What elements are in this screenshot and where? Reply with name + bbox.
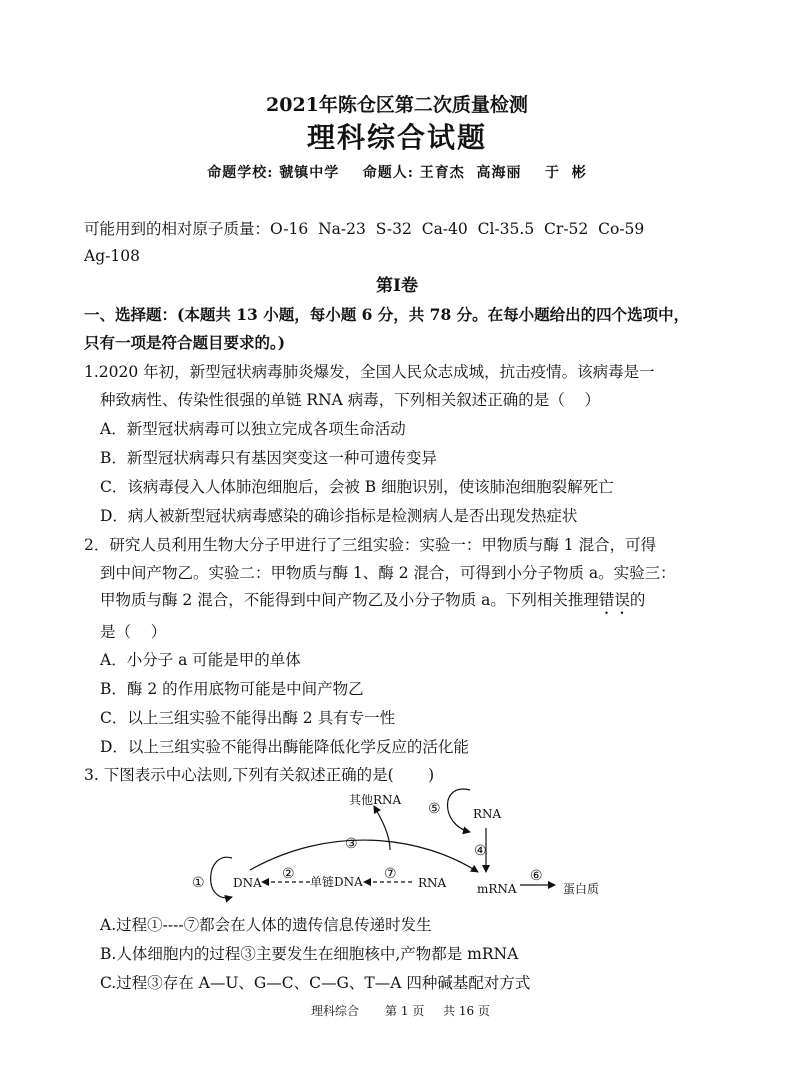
q2-stem-line-3-a: 甲物质与酶 2 混合，不能得到中间产物乙及小分子物质 a。下列相关推理 <box>100 591 599 609</box>
step-2-label: ② <box>282 866 295 882</box>
q2-stem-line-3-c: 的 <box>629 591 646 609</box>
section-line-1: 一、选择题：(本题共 13 小题，每小题 6 分，共 78 分。在每小题给出的四个选项中， <box>84 305 690 324</box>
step-5-label: ⑤ <box>428 801 441 817</box>
q2-option-c: C．以上三组实验不能得出酶 2 具有专一性 <box>100 709 396 727</box>
rna-top-label: RNA <box>473 807 502 821</box>
q2-option-a: A．小分子 a 可能是甲的单体 <box>100 651 301 669</box>
step-6-label: ⑥ <box>530 868 543 884</box>
atomic-mass-line-1: 可能用到的相对原子质量：O-16 Na-23 S-32 Ca-40 Cl-35.5 Cr-52 Co-59 <box>84 220 645 238</box>
q2-option-d: D．以上三组实验不能得出酶能降低化学反应的活化能 <box>100 738 469 756</box>
footer-total: 共 16 页 <box>443 1004 490 1018</box>
branch-other-rna-arrow <box>374 806 390 850</box>
q1-option-c: C．该病毒侵入人体肺泡细胞后，会被 B 细胞识别，使该肺泡细胞裂解死亡 <box>100 478 614 496</box>
authors-line: 命题学校: 虢镇中学 命题人: 王育杰 高海丽 于 彬 <box>207 165 587 181</box>
q1-option-d: D．病人被新型冠状病毒感染的确诊指标是检测病人是否出现发热症状 <box>100 507 578 525</box>
step-3-label: ③ <box>345 836 358 852</box>
q2-stem-line-4: 是（ ） <box>100 623 167 641</box>
other-rna-label: 其他RNA <box>349 793 402 807</box>
q2-emphasis-word: 错误 <box>598 591 630 609</box>
volume-title: 第Ⅰ卷 <box>376 276 418 296</box>
q2-stem-line-2: 到中间产物乙。实验二：甲物质与酶 1、酶 2 混合，可得到小分子物质 a。实验三： <box>100 564 676 582</box>
dna-label: DNA <box>233 876 262 890</box>
subject-title: 理科综合试题 <box>306 121 487 154</box>
protein-label: 蛋白质 <box>563 882 600 896</box>
atomic-mass-line-2: Ag-108 <box>84 247 140 265</box>
footer-page: 第 1 页 <box>385 1004 425 1018</box>
q1-option-b: B．新型冠状病毒只有基因突变这一种可遗传变异 <box>100 449 437 467</box>
step-4-label: ④ <box>474 843 487 859</box>
q3-option-a: A.过程①----⑦都会在人体的遗传信息传递时发生 <box>100 916 432 934</box>
mrna-label: mRNA <box>477 882 517 896</box>
q3-option-b: B.人体细胞内的过程③主要发生在细胞核中,产物都是 mRNA <box>100 945 519 963</box>
section-line-2: 只有一项是符合题目要求的。) <box>84 333 286 352</box>
loop-5-arrow <box>448 789 471 832</box>
q2-option-b: B．酶 2 的作用底物可能是中间产物乙 <box>100 680 364 698</box>
q1-stem-line-2: 种致病性、传染性很强的单链 RNA 病毒，下列相关叙述正确的是（ ） <box>100 391 600 409</box>
step-7-label: ⑦ <box>384 866 397 882</box>
step-1-label: ① <box>192 875 205 891</box>
rna-mid-label: RNA <box>418 876 447 890</box>
ss-dna-label: 单链DNA <box>310 875 363 889</box>
q2-stem-line-1: 2．研究人员利用生物大分子甲进行了三组实验：实验一：甲物质与酶 1 混合，可得 <box>84 536 657 554</box>
footer-subject: 理科综合 <box>311 1004 360 1018</box>
exam-title: 2021年陈仓区第二次质量检测 <box>266 94 528 116</box>
q1-stem-line-1: 1.2020 年初，新型冠状病毒肺炎爆发，全国人民众志成城，抗击疫情。该病毒是一 <box>84 363 655 381</box>
q3-stem: 3. 下图表示中心法则,下列有关叙述正确的是( ) <box>84 766 435 784</box>
q1-option-a: A．新型冠状病毒可以独立完成各项生命活动 <box>100 420 406 438</box>
q3-option-c: C.过程③存在 A—U、G—C、C—G、T—A 四种碱基配对方式 <box>100 974 531 992</box>
loop-1-arrow <box>211 857 232 898</box>
